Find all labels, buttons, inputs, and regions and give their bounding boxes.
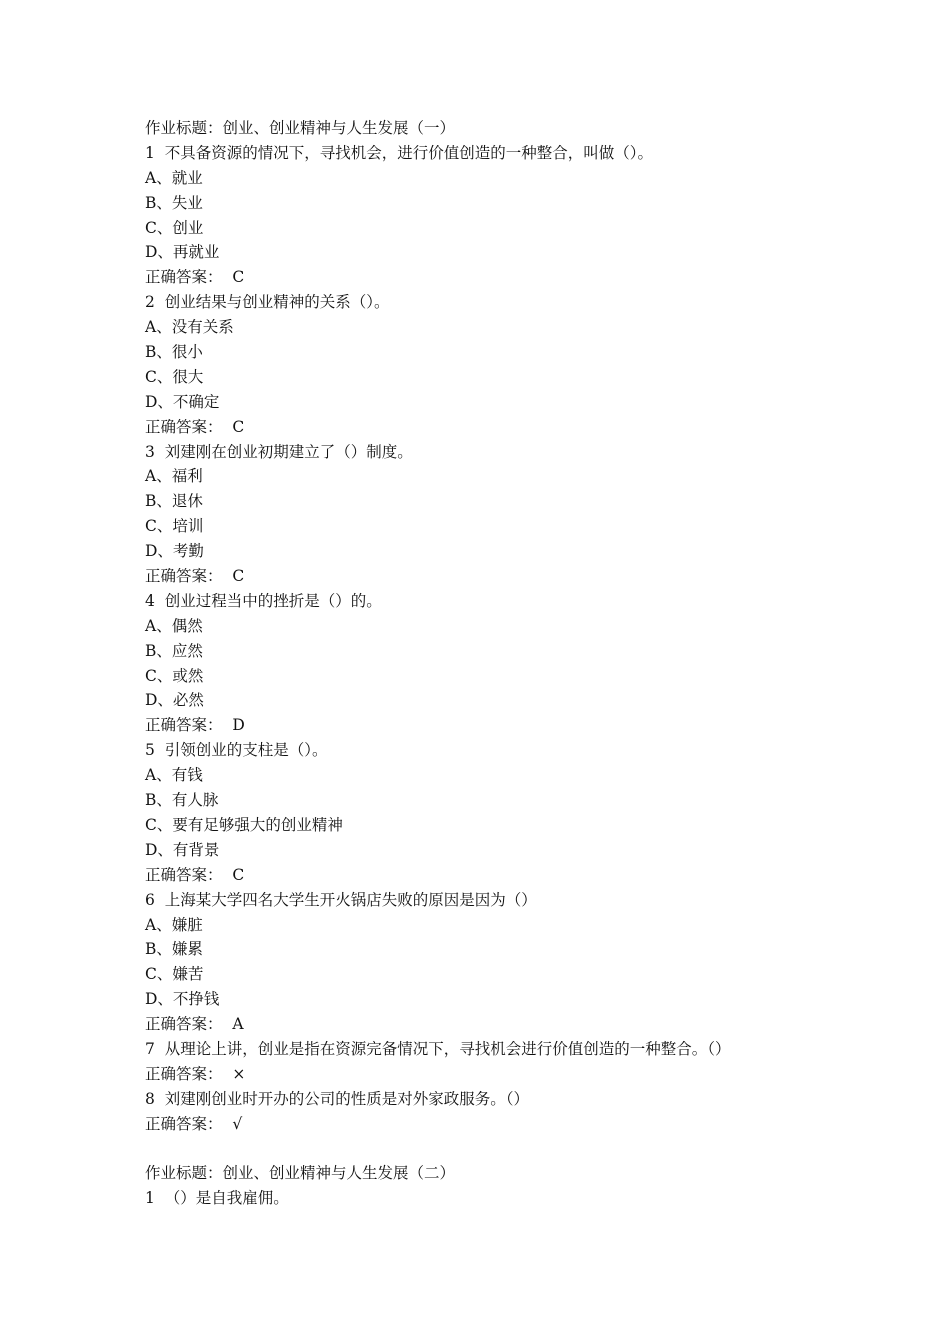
correct-answer: 正确答案： C	[145, 268, 245, 287]
section-title: 作业标题：创业、创业精神与人生发展（一）	[145, 119, 456, 137]
option-a: A、福利	[145, 467, 203, 486]
section-spacer	[145, 1137, 845, 1162]
question	[145, 1087, 845, 1137]
option-a: A、嫌脏	[145, 915, 203, 934]
option-d: D、不确定	[145, 392, 220, 411]
option-b: B、失业	[145, 193, 203, 212]
question-stem: 1 （）是自我雇佣。	[145, 1189, 289, 1208]
document-page	[145, 116, 845, 1211]
question-stem: 8 刘建刚创业时开办的公司的性质是对外家政服务。（）	[145, 1089, 529, 1108]
question-stem: 5 引领创业的支柱是（）。	[145, 741, 328, 760]
question	[145, 738, 845, 887]
question	[145, 1186, 845, 1211]
question	[145, 440, 845, 589]
section-title: 作业标题：创业、创业精神与人生发展（二）	[145, 1164, 456, 1183]
question	[145, 888, 845, 1037]
option-b: B、嫌累	[145, 940, 203, 959]
question-stem: 2 创业结果与创业精神的关系（）。	[145, 293, 390, 312]
correct-answer: 正确答案： A	[145, 1015, 244, 1034]
option-a: A、偶然	[145, 616, 203, 635]
homework-section	[145, 116, 845, 1137]
correct-answer: 正确答案： √	[145, 1114, 243, 1133]
question	[145, 141, 845, 290]
option-d: D、有背景	[145, 840, 220, 859]
option-c: C、很大	[145, 367, 204, 386]
option-a: A、没有关系	[145, 318, 234, 337]
question-stem: 6 上海某大学四名大学生开火锅店失败的原因是因为（）	[145, 890, 537, 909]
question-stem: 4 创业过程当中的挫折是（）的。	[145, 591, 382, 610]
option-c: C、嫌苦	[145, 965, 204, 984]
question-stem: 1 不具备资源的情况下，寻找机会，进行价值创造的一种整合，叫做（）。	[145, 143, 653, 162]
option-d: D、考勤	[145, 542, 204, 561]
option-a: A、就业	[145, 168, 203, 187]
correct-answer: 正确答案： ×	[145, 1064, 246, 1083]
option-c: C、培训	[145, 517, 204, 536]
option-c: C、创业	[145, 218, 204, 237]
option-b: B、有人脉	[145, 791, 219, 810]
option-c: C、或然	[145, 666, 204, 685]
option-d: D、必然	[145, 691, 204, 710]
question	[145, 1037, 845, 1087]
homework-section	[145, 1161, 845, 1211]
correct-answer: 正确答案： D	[145, 716, 245, 735]
option-c: C、要有足够强大的创业精神	[145, 815, 343, 834]
question-stem: 3 刘建刚在创业初期建立了（）制度。	[145, 442, 413, 461]
option-b: B、很小	[145, 343, 203, 362]
option-b: B、应然	[145, 641, 203, 660]
correct-answer: 正确答案： C	[145, 417, 245, 436]
question	[145, 290, 845, 439]
correct-answer: 正确答案： C	[145, 567, 245, 586]
option-a: A、有钱	[145, 766, 203, 785]
question-stem: 7 从理论上讲，创业是指在资源完备情况下，寻找机会进行价值创造的一种整合。（）	[145, 1039, 731, 1058]
correct-answer: 正确答案： C	[145, 865, 245, 884]
option-b: B、退休	[145, 492, 203, 511]
option-d: D、再就业	[145, 243, 220, 262]
option-d: D、不挣钱	[145, 990, 220, 1009]
question	[145, 589, 845, 738]
